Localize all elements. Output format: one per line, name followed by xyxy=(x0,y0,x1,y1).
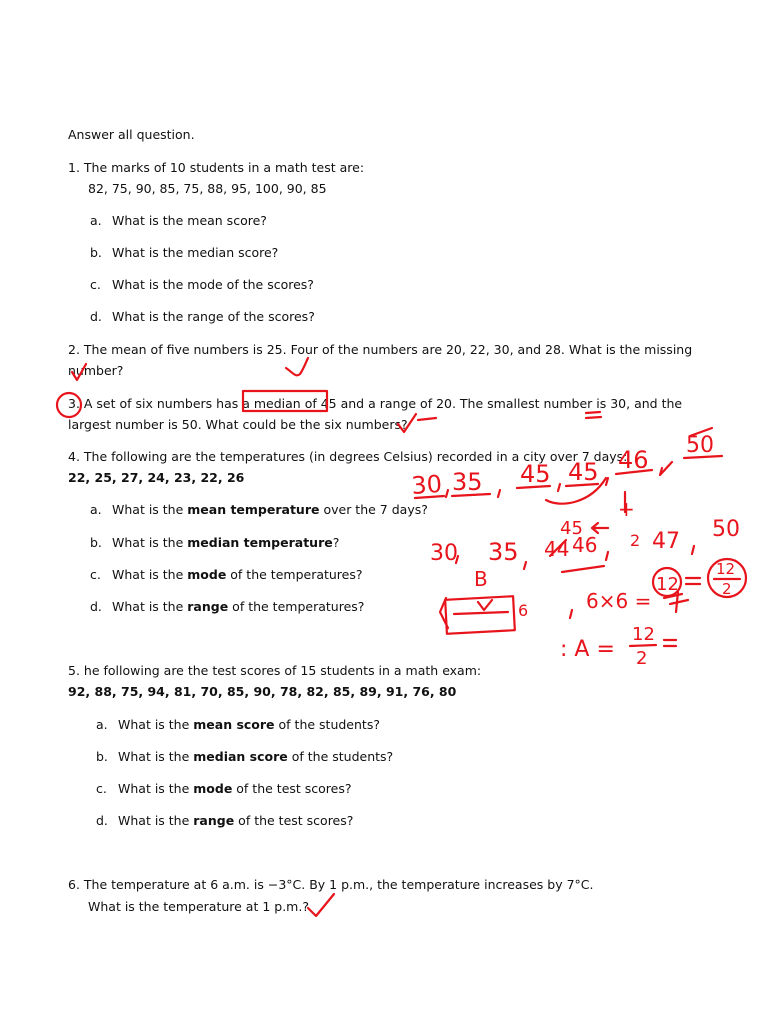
hw-equals-after-12 xyxy=(686,578,700,584)
check-mark-q2 xyxy=(72,364,86,380)
q1-data: 82, 75, 90, 85, 75, 88, 95, 100, 90, 85 xyxy=(88,181,327,196)
circle-question-3 xyxy=(57,393,81,417)
hw-b-letter: B xyxy=(474,567,488,591)
hw-row2-0: 30 xyxy=(430,541,458,566)
q4-stem: 4. The following are the temperatures (in degrees Celsius) recorded in a city over 7 days: xyxy=(68,449,628,464)
q4-option-a: a. What is the mean temperature over the 7 days? xyxy=(90,502,428,517)
q5-stem: 5. he following are the test scores of 15 students in a math exam: xyxy=(68,663,482,678)
hw-row1-2: 45 xyxy=(520,460,551,488)
hw-row1-3: 45 xyxy=(568,458,599,486)
instruction: Answer all question. xyxy=(68,127,195,142)
equals-marks xyxy=(586,412,601,418)
q5-option-c: c. What is the mode of the test scores? xyxy=(96,781,352,796)
q6-line1: 6. The temperature at 6 a.m. is −3°C. By 1 p.m., the temperature increases by 7°C. xyxy=(68,877,594,892)
hw-six: 6 xyxy=(518,601,529,620)
q4-option-d: d. What is the range of the temperatures? xyxy=(90,599,365,614)
hw-bottom-a: : A = xyxy=(560,637,615,662)
hw-above-45: 45 xyxy=(560,518,583,539)
dash-q3 xyxy=(418,418,436,420)
hw-row1-1: 35 xyxy=(452,468,483,496)
hw-row2-1: 35 xyxy=(488,538,519,566)
q5-option-b: b. What is the median score of the students? xyxy=(96,749,394,764)
hw-twelve: 12 xyxy=(656,574,679,595)
hw-row1-4: 46 xyxy=(618,446,649,474)
q1-option-b: b. What is the median score? xyxy=(90,245,279,260)
hw-product: 6×6 = xyxy=(586,589,652,613)
q2-line2: number? xyxy=(68,363,124,378)
q1-option-d: d. What is the range of the scores? xyxy=(90,309,315,324)
hw-plus: + xyxy=(618,497,635,521)
hw-bottom-den: 2 xyxy=(636,648,648,669)
hw-comma-product xyxy=(570,610,572,618)
q5-option-a: a. What is the mean score of the students? xyxy=(96,717,380,732)
check-mark-q2-top xyxy=(286,358,308,375)
q4-option-b: b. What is the median temperature? xyxy=(90,535,340,550)
check-mark-q3 xyxy=(398,414,416,432)
hw-row2-5: 50 xyxy=(712,517,740,542)
q3-line1: 3. A set of six numbers has a median of 45 and a range of 20. The smallest number is 30, and the xyxy=(68,396,683,411)
hw-row2-3: 46 xyxy=(572,533,598,557)
q1-option-a: a. What is the mean score? xyxy=(90,213,267,228)
hw-row2-4: 47 xyxy=(652,529,680,554)
q5-option-d: d. What is the range of the test scores? xyxy=(96,813,354,828)
hw-bottom-bar xyxy=(630,645,656,646)
hw-sketch-inner xyxy=(440,598,508,628)
hw-two: 2 xyxy=(630,531,641,550)
check-mark-q6 xyxy=(308,894,334,916)
q4-data: 22, 25, 27, 24, 23, 22, 26 xyxy=(68,470,245,485)
q3-line2: largest number is 50. What could be the six numbers? xyxy=(68,417,408,432)
q1-option-c: c. What is the mode of the scores? xyxy=(90,277,314,292)
hw-bottom-equals xyxy=(664,640,676,646)
q3-boxed-median: median of 45 xyxy=(253,396,337,411)
hw-row1-0: 30 xyxy=(410,469,443,500)
hw-arrow xyxy=(592,523,608,533)
q2-line1: 2. The mean of five numbers is 25. Four of the numbers are 20, 22, 30, and 28. What is the missing xyxy=(68,342,693,357)
hw-bottom-num: 12 xyxy=(632,624,655,645)
hw-frac-num: 12 xyxy=(716,560,736,578)
q6-line2: What is the temperature at 1 p.m.? xyxy=(88,899,309,914)
hw-row2-underline xyxy=(562,566,604,572)
box-median-of-45 xyxy=(243,391,327,411)
hw-frac-den: 2 xyxy=(722,580,732,598)
q1-stem: 1. The marks of 10 students in a math test are: xyxy=(68,160,365,175)
q4-option-c: c. What is the mode of the temperatures? xyxy=(90,567,363,582)
hw-row1-5: 50 xyxy=(686,433,714,458)
q5-data: 92, 88, 75, 94, 81, 70, 85, 90, 78, 82, 85, 89, 91, 76, 80 xyxy=(68,684,457,699)
hw-row2-2: 44 xyxy=(544,537,570,561)
